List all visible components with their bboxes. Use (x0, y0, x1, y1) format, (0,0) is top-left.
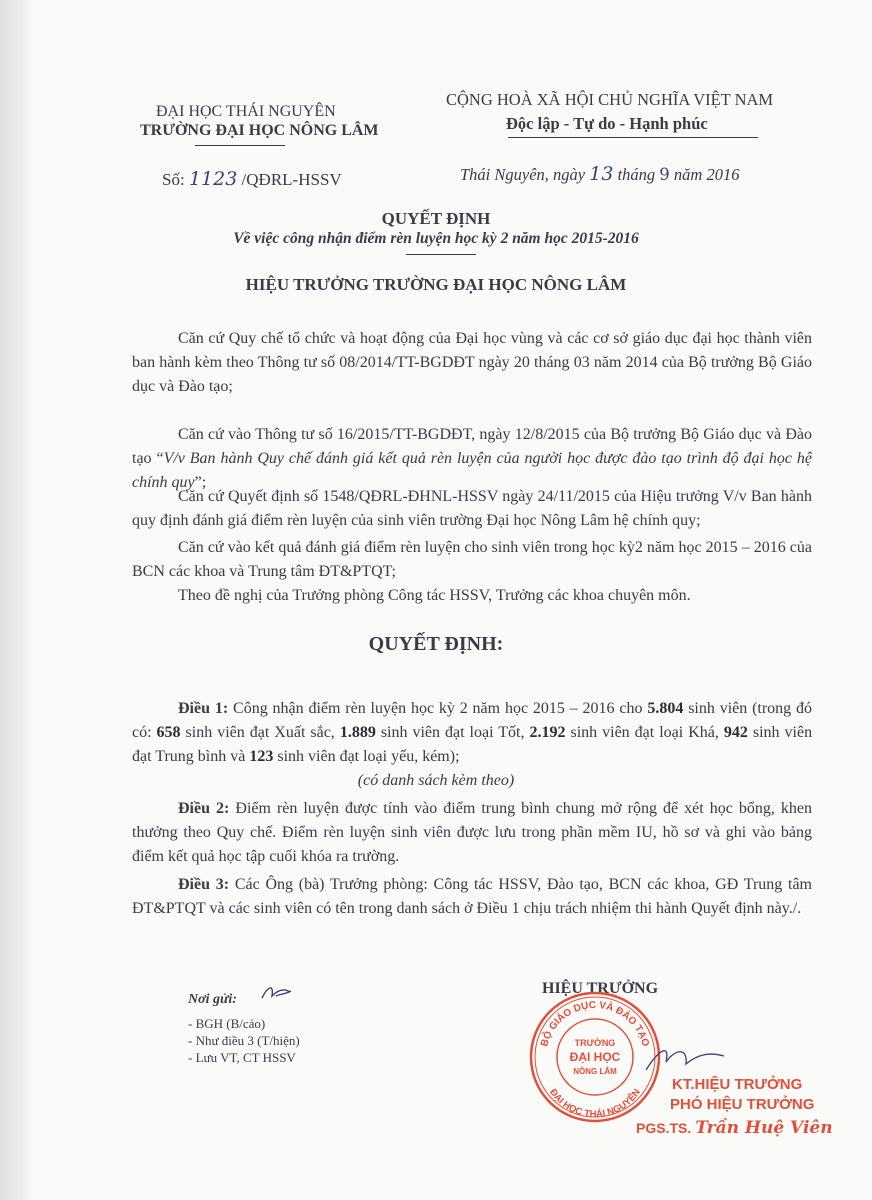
article-1-text-7: sinh viên đạt loại yếu, kém); (277, 748, 460, 765)
recipient-item: - Như điều 3 (T/hiện) (188, 1033, 300, 1048)
recipient-item: - Lưu VT, CT HSSV (188, 1050, 296, 1065)
article-1-text-1: Công nhận điểm rèn luyện học kỳ 2 năm học 2015 – 2016 cho (233, 700, 643, 717)
preamble-5: Theo đề nghị của Trưởng phòng Công tác HSSV, Trưởng các khoa chuyên môn. (178, 587, 691, 604)
date-prefix: Thái Nguyên, ngày (460, 165, 586, 184)
article-1 (132, 697, 812, 769)
signer-name (636, 1118, 833, 1138)
preamble-3: Căn cứ Quyết định số 1548/QĐRL-ĐHNL-HSSV ngày 24/11/2015 của Hiệu trưởng V/v Ban hành quy định đánh giá điểm rèn luyện của sinh viên trường Đại học Nông Lâm hệ chính quy; (132, 488, 812, 529)
weak-count: 123 (249, 748, 274, 765)
article-1-text-3: sinh viên đạt Xuất sắc, (185, 724, 335, 741)
average-count: 942 (723, 724, 748, 741)
number-suffix: /QĐRL-HSSV (241, 170, 342, 189)
university-name: ĐẠI HỌC THÁI NGUYÊN (156, 103, 336, 120)
handwritten-month: 9 (659, 165, 670, 184)
handwritten-day: 13 (589, 163, 614, 185)
stamp-inner-line-2: ĐẠI HỌC (569, 1050, 621, 1064)
decision-title: QUYẾT ĐỊNH (381, 209, 491, 228)
decision-subject: Về việc công nhận điểm rèn luyện học kỳ 2 năm học 2015-2016 (233, 230, 639, 247)
stamp-inner-line-1: TRƯỜNG (574, 1038, 616, 1048)
college-name: TRƯỜNG ĐẠI HỌC NÔNG LÂM (140, 122, 379, 139)
issuing-authority: HIỆU TRƯỞNG TRƯỜNG ĐẠI HỌC NÔNG LÂM (245, 275, 627, 294)
scan-left-edge (0, 0, 34, 1200)
good-count: 1.889 (339, 724, 376, 741)
article-2 (132, 797, 812, 869)
article-1-label: Điều 1: (178, 700, 229, 717)
recipient-item: - BGH (B/cáo) (188, 1016, 266, 1031)
article-3-label: Điều 3: (178, 876, 230, 893)
stamp-outer-text: BỘ GIÁO DỤC VÀ ĐÀO TẠO (539, 999, 651, 1048)
preamble-2-end: ”; (194, 474, 207, 491)
nation-name: CỘNG HOÀ XÃ HỘI CHỦ NGHĨA VIỆT NAM (446, 90, 774, 109)
signer-fullname: Trần Huệ Viên (695, 1118, 833, 1138)
motto-underline (508, 137, 758, 138)
number-prefix: Số: (162, 170, 185, 189)
decision-heading: QUYẾT ĐỊNH: (368, 633, 504, 655)
handwritten-number: 1123 (188, 168, 238, 190)
deputy-principal: PHÓ HIỆU TRƯỞNG (670, 1096, 815, 1113)
kt-principal: KT.HIỆU TRƯỞNG (672, 1076, 803, 1093)
document-number (162, 168, 342, 190)
recipients-label: Nơi gửi: (188, 992, 237, 1007)
article-2-label: Điều 2: (178, 800, 230, 817)
article-1-text-5: sinh viên đạt loại Khá, (570, 724, 719, 741)
signer-degree: PGS.TS. (636, 1120, 692, 1136)
stamp-bottom-text: ĐẠI HỌC THÁI NGUYÊN (547, 1087, 643, 1121)
article-3 (132, 873, 812, 921)
preamble-2-italic: V/v Ban hành Quy chế đánh giá kết quả rèn luyện của người học được đào tạo trình độ đại học hệ chính quy (132, 450, 813, 491)
total-students: 5.804 (647, 700, 684, 717)
college-underline (195, 145, 285, 146)
fair-count: 2.192 (529, 724, 566, 741)
motto: Độc lập - Tự do - Hạnh phúc (506, 114, 708, 133)
article-2-text: Điểm rèn luyện được tính vào điểm trung bình chung mở rộng để xét học bổng, khen thưởng theo Quy chế. Điểm rèn luyện sinh viên được lưu trong phần mềm IU, hồ sơ và ghi vào bảng điểm kết quả học tập cuối khóa ra trường. (132, 800, 812, 865)
excellent-count: 658 (156, 724, 181, 741)
recipients-initial-mark (258, 982, 294, 1011)
article-1-text-2: sinh viên (trong đó có: (132, 700, 813, 741)
subject-underline (406, 254, 476, 255)
preamble-4: Căn cứ vào kết quả đánh giá điểm rèn luyện cho sinh viên trong học kỳ2 năm học 2015 – 2016 của BCN các khoa và Trung tâm ĐT&PTQT; (132, 539, 812, 580)
article-1-text-4: sinh viên đạt loại Tốt, (380, 724, 525, 741)
stamp-inner-line-3: NÔNG LÂM (573, 1067, 617, 1076)
article-1-text-6: sinh viên đạt Trung bình và (132, 724, 813, 765)
svg-text:ĐẠI HỌC THÁI NGUYÊN (547, 1087, 643, 1120)
date-month-label: tháng (617, 165, 656, 184)
document-date (460, 163, 739, 185)
preamble-2-start: Căn cứ vào Thông tư số 16/2015/TT-BGDĐT, ngày 12/8/2015 của Bộ trưởng Bộ Giáo dục và Đào tạo “ (132, 426, 812, 467)
date-year: năm 2016 (673, 165, 740, 184)
attachment-note: (có danh sách kèm theo) (357, 772, 515, 789)
article-3-text: Các Ông (bà) Trưởng phòng: Công tác HSSV, Đào tạo, BCN các khoa, GĐ Trung tâm ĐT&PTQT và các sinh viên có tên trong danh sách ở Điều 1 chịu trách nhiệm thi hành Quyết định này./. (132, 876, 813, 917)
preamble-1: Căn cứ Quy chế tổ chức và hoạt động của Đại học vùng và các cơ sở giáo dục đại học thành viên ban hành kèm theo Thông tư số 08/2014/TT-BGDĐT ngày 20 tháng 03 năm 2014 của Bộ trưởng Bộ Giáo dục và Đào tạo; (132, 330, 812, 395)
signature-title: HIỆU TRƯỞNG (542, 980, 659, 997)
